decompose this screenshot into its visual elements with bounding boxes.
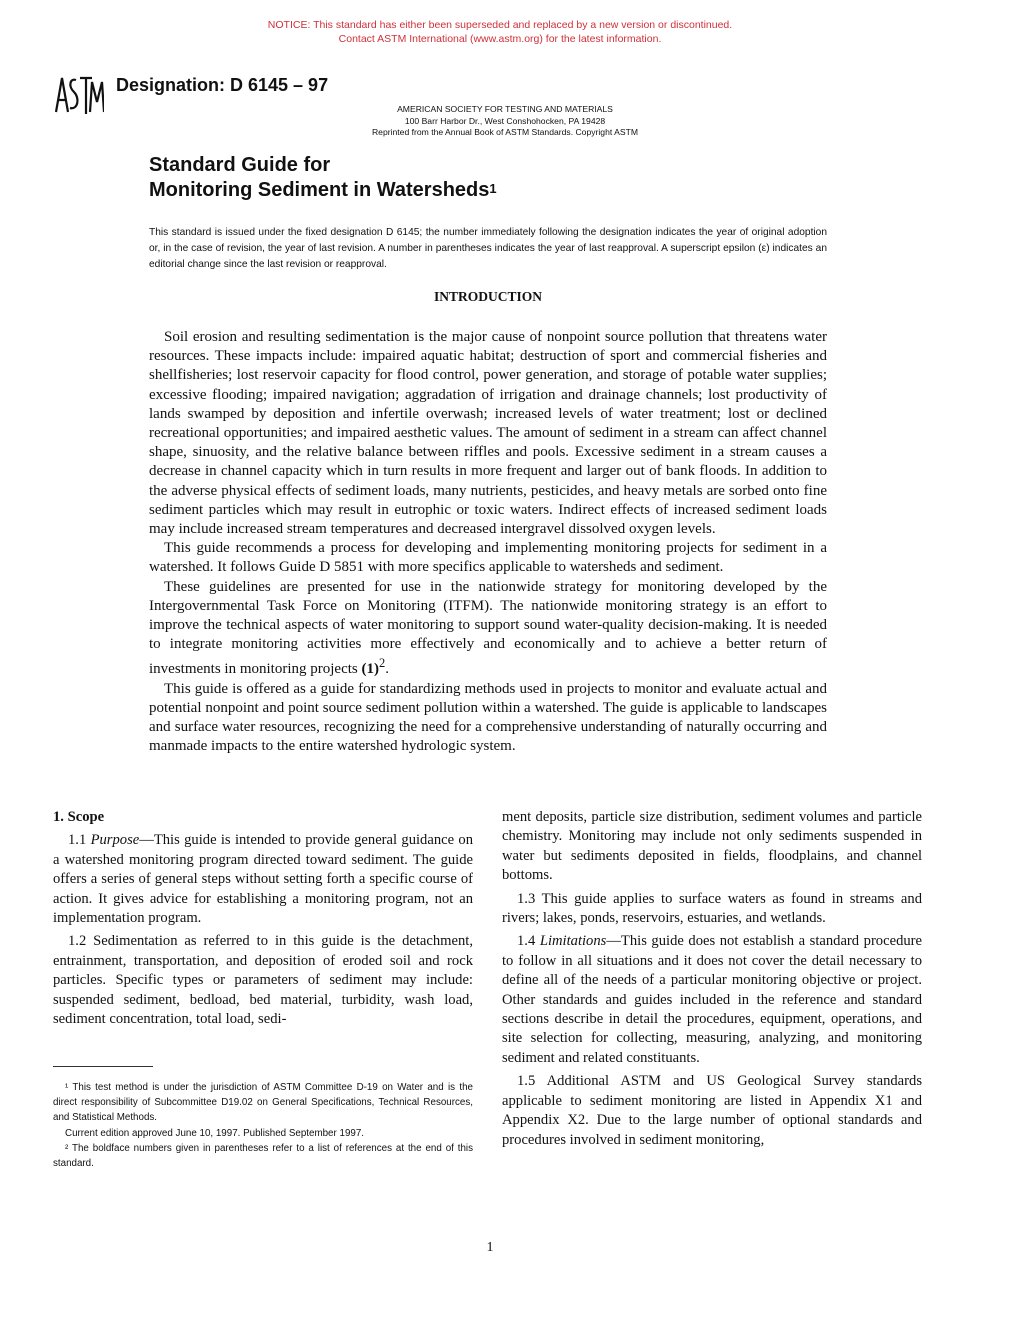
section-1-1: 1.1 Purpose—This guide is intended to provide general guidance on a watershed monitoring program directed toward sediment. The guide offers a series of general steps without setting forth a specific course of action. It gives advice for establishing a monitoring program, not an implementation program. <box>53 832 473 927</box>
title-footnote-mark: 1 <box>489 181 497 196</box>
introduction-heading: INTRODUCTION <box>433 289 542 304</box>
footnote-1: ¹ This test method is under the jurisdiction of ASTM Committee D-19 on Water and is the direct responsibility of Subcommittee D19.02 on General Specifications, Technical Resources, and Statistical Methods. <box>53 1082 473 1124</box>
reference-1: (1) <box>361 661 379 678</box>
right-column <box>502 808 922 1154</box>
notice-line-1: NOTICE: This standard has either been superseded and replaced by a new version or discontinued. <box>267 19 733 31</box>
issued-note: This standard is issued under the fixed designation D 6145; the number immediately following the designation indicates the year of original adoption or, in the case of revision, the year of last revision. A number in parentheses indicates the year of last reapproval. A superscript epsilon (ε) indicates an editorial change since the last revision or reapproval. <box>149 227 827 270</box>
page-number: 1 <box>486 1240 494 1255</box>
reprint-note: Reprinted from the Annual Book of ASTM Standards. Copyright ASTM <box>371 127 639 137</box>
section-1-5: 1.5 Additional ASTM and US Geological Survey standards applicable to sediment monitoring are listed in Appendix X1 and Appendix X2. Due to the large number of optional standards and procedures involved in sediment monitoring, <box>502 1073 922 1148</box>
left-column <box>53 808 473 1033</box>
introduction-body <box>149 328 827 756</box>
footnotes <box>53 1080 473 1171</box>
supersede-notice <box>0 18 1000 46</box>
designation: Designation: D 6145 – 97 <box>116 75 329 95</box>
document-title <box>149 153 497 203</box>
section-1-3: 1.3 This guide applies to surface waters as found in streams and rivers; lakes, ponds, reservoirs, estuaries, and wetlands. <box>502 890 922 927</box>
society-block <box>340 104 670 139</box>
astm-logo <box>52 72 104 118</box>
title-line-1: Standard Guide for <box>149 154 331 176</box>
intro-paragraph-1: Soil erosion and resulting sedimentation is the major cause of nonpoint source pollution that threatens water resources. These impacts include: impaired aquatic habitat; destruction of sport and commercial fisheries and shellfisheries; lost reservoir capacity for flood control, power generation, and storage of potable water supplies; excessive flooding; impaired navigation; aggradation of irrigation and drainage channels; lost productivity of lands swamped by deposition and infertile overwash; increased levels of water treatment; lost or declined recreational opportunities; and impaired aesthetic values. The amount of sediment in a stream can affect channel shape, sinuosity, and the relative balance between riffles and pools. Excessive sediment in a stream causes a decrease in channel capacity which in turn results in more frequent and larger out of bank floods. In addition to the adverse physical effects of sediment loads, many nutrients, pesticides, and heavy metals are sorbed onto fine sediment particles which may result in eutrophic or toxic waters. Indirect effects of increased sediment loads may include increased stream temperatures and decreased intergravel dissolved oxygen levels. <box>149 329 827 538</box>
intro-paragraph-4: This guide is offered as a guide for standardizing methods used in projects to monitor and evaluate actual and potential nonpoint and point source sediment pollution within a watershed. The guide is applicable to landscapes and surface water resources, recognizing the need for a comprehensive understanding of naturally occurring and manmade impacts to the entire watershed hydrologic system. <box>149 680 827 755</box>
section-1-2-continued: ment deposits, particle size distribution, sediment volumes and particle chemistry. Monitoring may include not only sediments suspended in water but sediments deposited in fields, floodplains, and channel bottoms. <box>502 809 922 884</box>
section-1-2: 1.2 Sedimentation as referred to in this guide is the detachment, entrainment, transportation, and deposition of eroded soil and rock particles. Specific types or parameters of sediment may include: suspended sediment, bedload, bed material, turbidity, wash load, sediment concentration, total load, sedi- <box>53 933 473 1028</box>
intro-paragraph-3: These guidelines are presented for use in the nationwide strategy for monitoring developed by the Intergovernmental Task Force on Monitoring (ITFM). The nationwide monitoring strategy is an effort to improve the technical aspects of water monitoring to support sound water-quality decision-making. It is needed to integrate monitoring activities more effectively and economically and to achieve a better return of investments in monitoring projects $(1)^2$. <box>149 578 827 678</box>
section-1-4: 1.4 Limitations—This guide does not establish a standard procedure to follow in all situations and it does not cover the detail necessary to define all of the needs of a particular monitoring objective or project. Other standards and guides included in the reference and standard sections describe in detail the procedures, equipment, operations, and site selection for collecting, measuring, analyzing, and monitoring sediment and related constituants. <box>502 933 922 1066</box>
footnote-2: ² The boldface numbers given in parentheses refer to a list of references at the end of this standard. <box>53 1142 473 1170</box>
scope-heading: 1. Scope <box>53 809 105 825</box>
title-line-2: Monitoring Sediment in Watersheds$^1$ <box>149 179 497 201</box>
notice-line-2: Contact ASTM International (www.astm.org) for the latest information. <box>338 33 662 45</box>
society-address: 100 Barr Harbor Dr., West Conshohocken, PA 19428 <box>404 115 606 126</box>
society-name: AMERICAN SOCIETY FOR TESTING AND MATERIALS <box>397 104 613 114</box>
footnote-1-edition: Current edition approved June 10, 1997. Published September 1997. <box>65 1127 365 1139</box>
intro-paragraph-2: This guide recommends a process for developing and implementing monitoring projects for sediment in a watershed. It follows Guide D 5851 with more specifics applicable to watersheds and sediment. <box>149 540 827 576</box>
footnote-rule <box>53 1066 153 1067</box>
